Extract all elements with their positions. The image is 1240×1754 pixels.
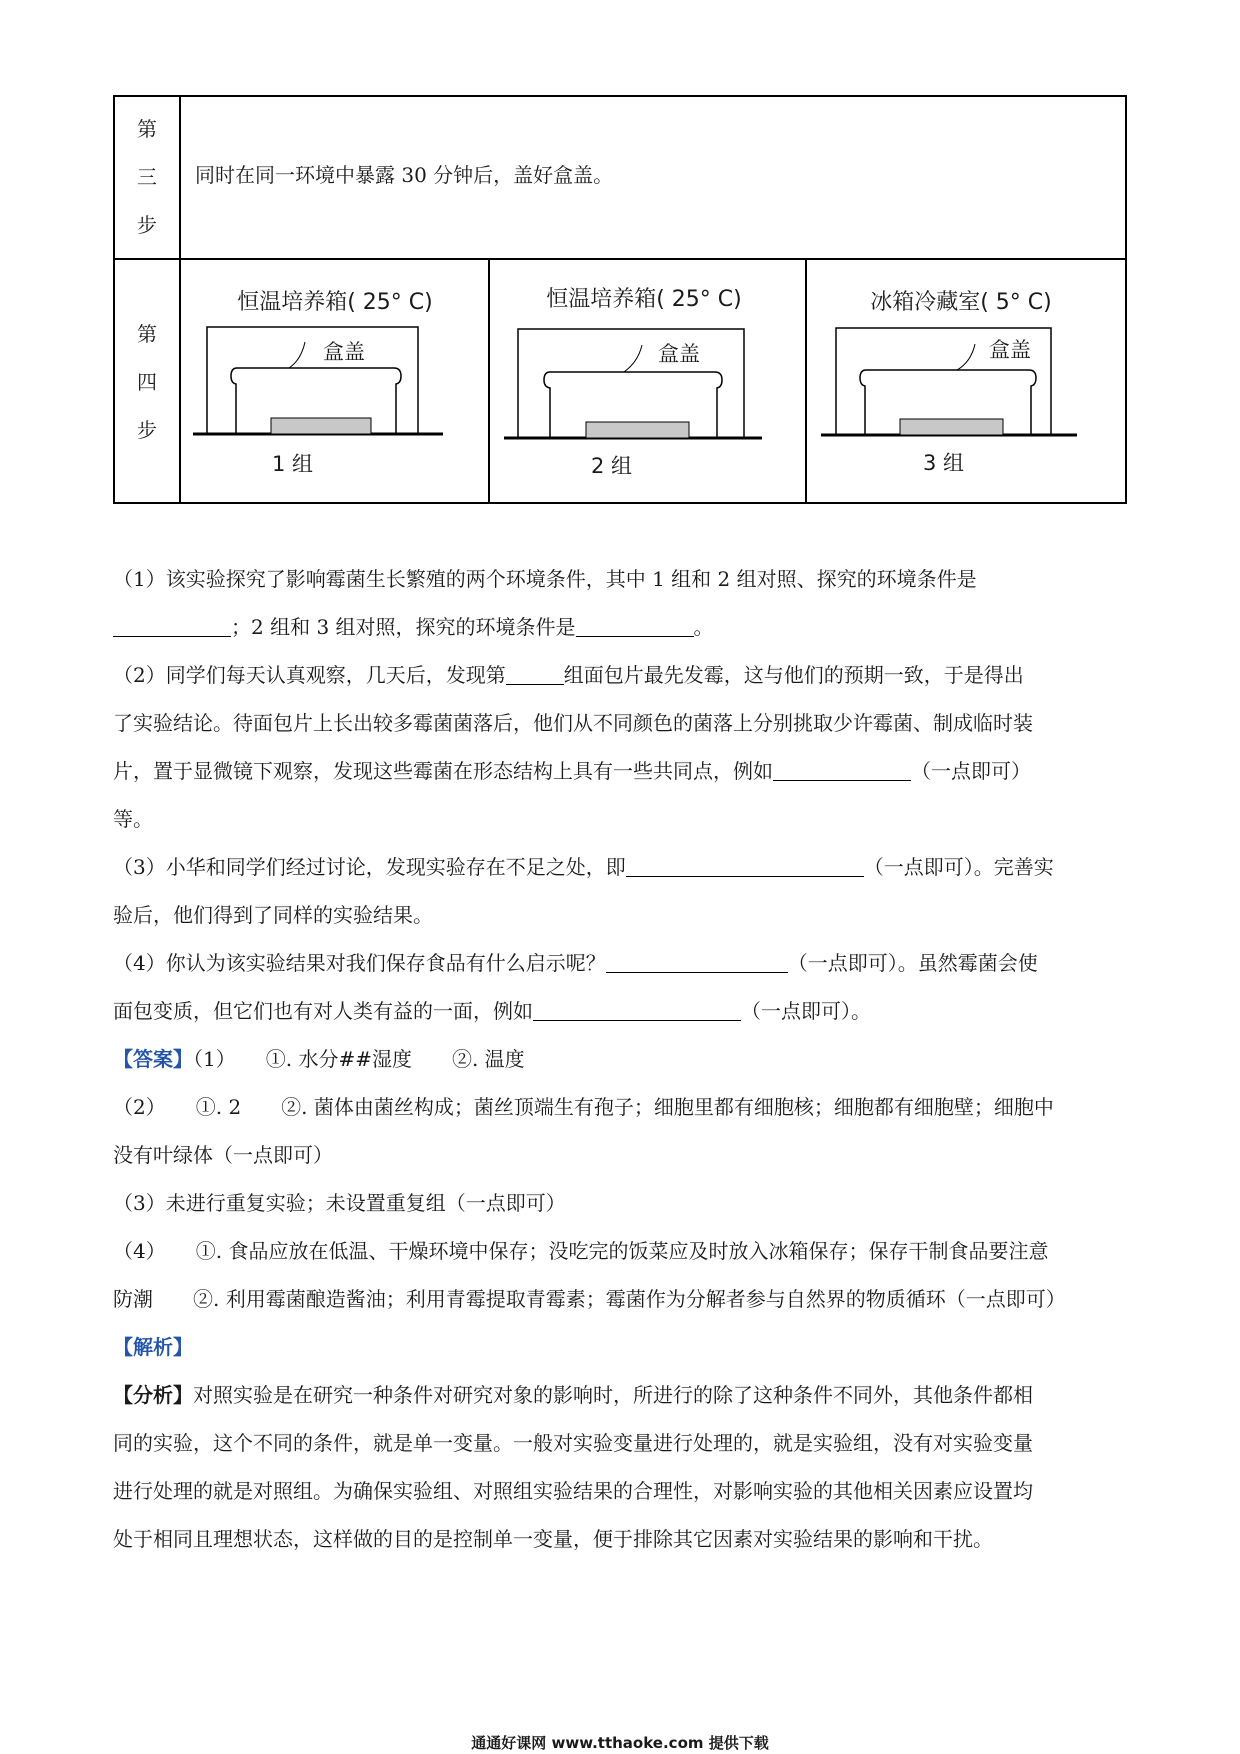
analysis-line-1 xyxy=(113,1381,1127,1409)
question-3-text-b: 验后，他们得到了同样的实验结果。 xyxy=(113,903,433,927)
answer-3: （3）未进行重复实验；未设置重复组（一点即可） xyxy=(113,1191,566,1215)
answer-2a: （2） ①. 2 ②. 菌体由菌丝构成；菌丝顶端生有孢子；细胞里都有细胞核；细胞都有细胞壁；细胞中 xyxy=(113,1095,1054,1119)
panel-3-title: 冰箱冷藏室( 5° C) xyxy=(870,290,1052,315)
panel-3-lid-label: 盒盖 xyxy=(989,338,1031,362)
incubator-panel-1 xyxy=(181,260,489,504)
question-3-line-2 xyxy=(113,901,1127,929)
analysis-text-2: 同的实验，这个不同的条件，就是单一变量。一般对实验变量进行处理的，就是实验组，没有对实验变量 xyxy=(113,1431,1033,1455)
question-2-text-b: 了实验结论。待面包片上长出较多霉菌菌落后，他们从不同颜色的菌落上分别挑取少许霉菌、制成临时装 xyxy=(113,711,1033,735)
question-2-line-2 xyxy=(113,709,1127,737)
analysis-line-2 xyxy=(113,1429,1127,1457)
question-3-text-a2: （一点即可）。完善实 xyxy=(863,855,1054,879)
q1-answer-blank-1[interactable] xyxy=(113,614,231,637)
panel-1-lid-label: 盒盖 xyxy=(323,340,365,364)
panel-3-group-label: 3 组 xyxy=(923,451,965,475)
fridge-panel-3 xyxy=(807,260,1115,504)
step3-label-char-3: 步 xyxy=(137,212,157,237)
question-2-line-4 xyxy=(113,805,1127,833)
q2-answer-blank-2[interactable] xyxy=(773,758,911,781)
q3-answer-blank[interactable] xyxy=(626,854,864,877)
question-3-line-1 xyxy=(113,853,1127,881)
q1-answer-blank-2[interactable] xyxy=(576,614,694,637)
question-1-text-b1: ；2 组和 3 组对照，探究的环境条件是 xyxy=(231,615,576,639)
analysis-text-1: 对照实验是在研究一种条件对研究对象的影响时，所进行的除了这种条件不同外，其他条件都相 xyxy=(193,1383,1033,1407)
step3-label-char-1: 第 xyxy=(137,116,157,141)
panel-2-title: 恒温培养箱( 25° C) xyxy=(546,287,742,312)
step4-label-char-1: 第 xyxy=(137,322,157,346)
question-2-line-1 xyxy=(113,661,1127,689)
answer-line-3 xyxy=(113,1141,1127,1169)
answer-line-2 xyxy=(113,1093,1127,1121)
question-1-line-2 xyxy=(113,613,1127,641)
analysis-text-3: 进行处理的就是对照组。为确保实验组、对照组实验结果的合理性，对影响实验的其他相关因素应设置均 xyxy=(113,1479,1033,1503)
incubator-panel-2 xyxy=(490,260,798,504)
panel-2-group-label: 2 组 xyxy=(591,454,633,478)
step4-label-char-3: 步 xyxy=(137,418,157,442)
question-2-line-3 xyxy=(113,757,1127,785)
q4-answer-blank-1[interactable] xyxy=(606,950,788,973)
answer-4b: 防潮 ②. 利用霉菌酿造酱油；利用青霉提取青霉素；霉菌作为分解者参与自然界的物质循环（一点即可） xyxy=(113,1287,1066,1311)
answer-4a: （4） ①. 食品应放在低温、干燥环境中保存；没吃完的饭菜应及时放入冰箱保存；保存干制食品要注意 xyxy=(113,1239,1049,1263)
question-2-text-d: 等。 xyxy=(113,807,153,831)
question-1-text-b2: 。 xyxy=(693,615,714,639)
question-4-line-1 xyxy=(113,949,1127,977)
q4-answer-blank-2[interactable] xyxy=(533,998,741,1021)
question-4-line-2 xyxy=(113,997,1127,1025)
answer-1: （1） ①. 水分##湿度 ②. 温度 xyxy=(193,1047,525,1071)
analysis-text-4: 处于相同且理想状态，这样做的目的是控制单一变量，便于排除其它因素对实验结果的影响和干扰。 xyxy=(113,1527,993,1551)
step3-label xyxy=(113,95,181,258)
analysis-line-4 xyxy=(113,1525,1127,1553)
analysis-line-3 xyxy=(113,1477,1127,1505)
question-1-text: （1）该实验探究了影响霉菌生长繁殖的两个环境条件，其中 1 组和 2 组对照、探究的环境条件是 xyxy=(113,567,977,591)
question-4-text-a2: （一点即可）。虽然霉菌会使 xyxy=(787,951,1038,975)
answer-line-1 xyxy=(113,1045,1127,1073)
q2-answer-blank-1[interactable] xyxy=(506,662,564,685)
answer-line-4 xyxy=(113,1189,1127,1217)
analysis-tag: 【解析】 xyxy=(113,1335,193,1359)
step3-label-char-2: 三 xyxy=(137,164,157,189)
page-footer: 通通好课网 www.tthaoke.com 提供下载 xyxy=(471,1734,769,1752)
question-4-text-b1: 面包变质，但它们也有对人类有益的一面，例如 xyxy=(113,999,533,1023)
question-3-text-a1: （3）小华和同学们经过讨论，发现实验存在不足之处，即 xyxy=(113,855,626,879)
question-2-text-a1: （2）同学们每天认真观察，几天后，发现第 xyxy=(113,663,506,687)
question-4-text-a1: （4）你认为该实验结果对我们保存食品有什么启示呢？ xyxy=(113,951,606,975)
analysis-heading: 【分析】 xyxy=(113,1383,193,1407)
question-1-line-1 xyxy=(113,565,1127,593)
question-2-text-c2: （一点即可） xyxy=(911,759,1031,783)
panel-1-title: 恒温培养箱( 25° C) xyxy=(237,290,433,315)
question-2-text-c1: 片，置于显微镜下观察，发现这些霉菌在形态结构上具有一些共同点，例如 xyxy=(113,759,773,783)
step4-label-char-2: 四 xyxy=(137,370,157,394)
panel-2-lid-label: 盒盖 xyxy=(658,342,700,366)
answer-line-6 xyxy=(113,1285,1127,1313)
panel-1-group-label: 1 组 xyxy=(272,452,314,476)
answer-2b: 没有叶绿体（一点即可） xyxy=(113,1143,333,1167)
answer-line-5 xyxy=(113,1237,1127,1265)
question-2-text-a2: 组面包片最先发霉，这与他们的预期一致，于是得出 xyxy=(563,663,1024,687)
question-4-text-b2: （一点即可）。 xyxy=(741,999,871,1023)
table-border-top xyxy=(113,95,1127,97)
analysis-tag-line xyxy=(113,1333,1127,1361)
experiment-steps-table xyxy=(113,95,1127,504)
step3-text: 同时在同一环境中暴露 30 分钟后，盖好盒盖。 xyxy=(195,163,614,187)
answer-tag: 【答案】 xyxy=(113,1047,193,1071)
table-border-right xyxy=(1125,95,1127,504)
step4-label xyxy=(113,260,181,504)
